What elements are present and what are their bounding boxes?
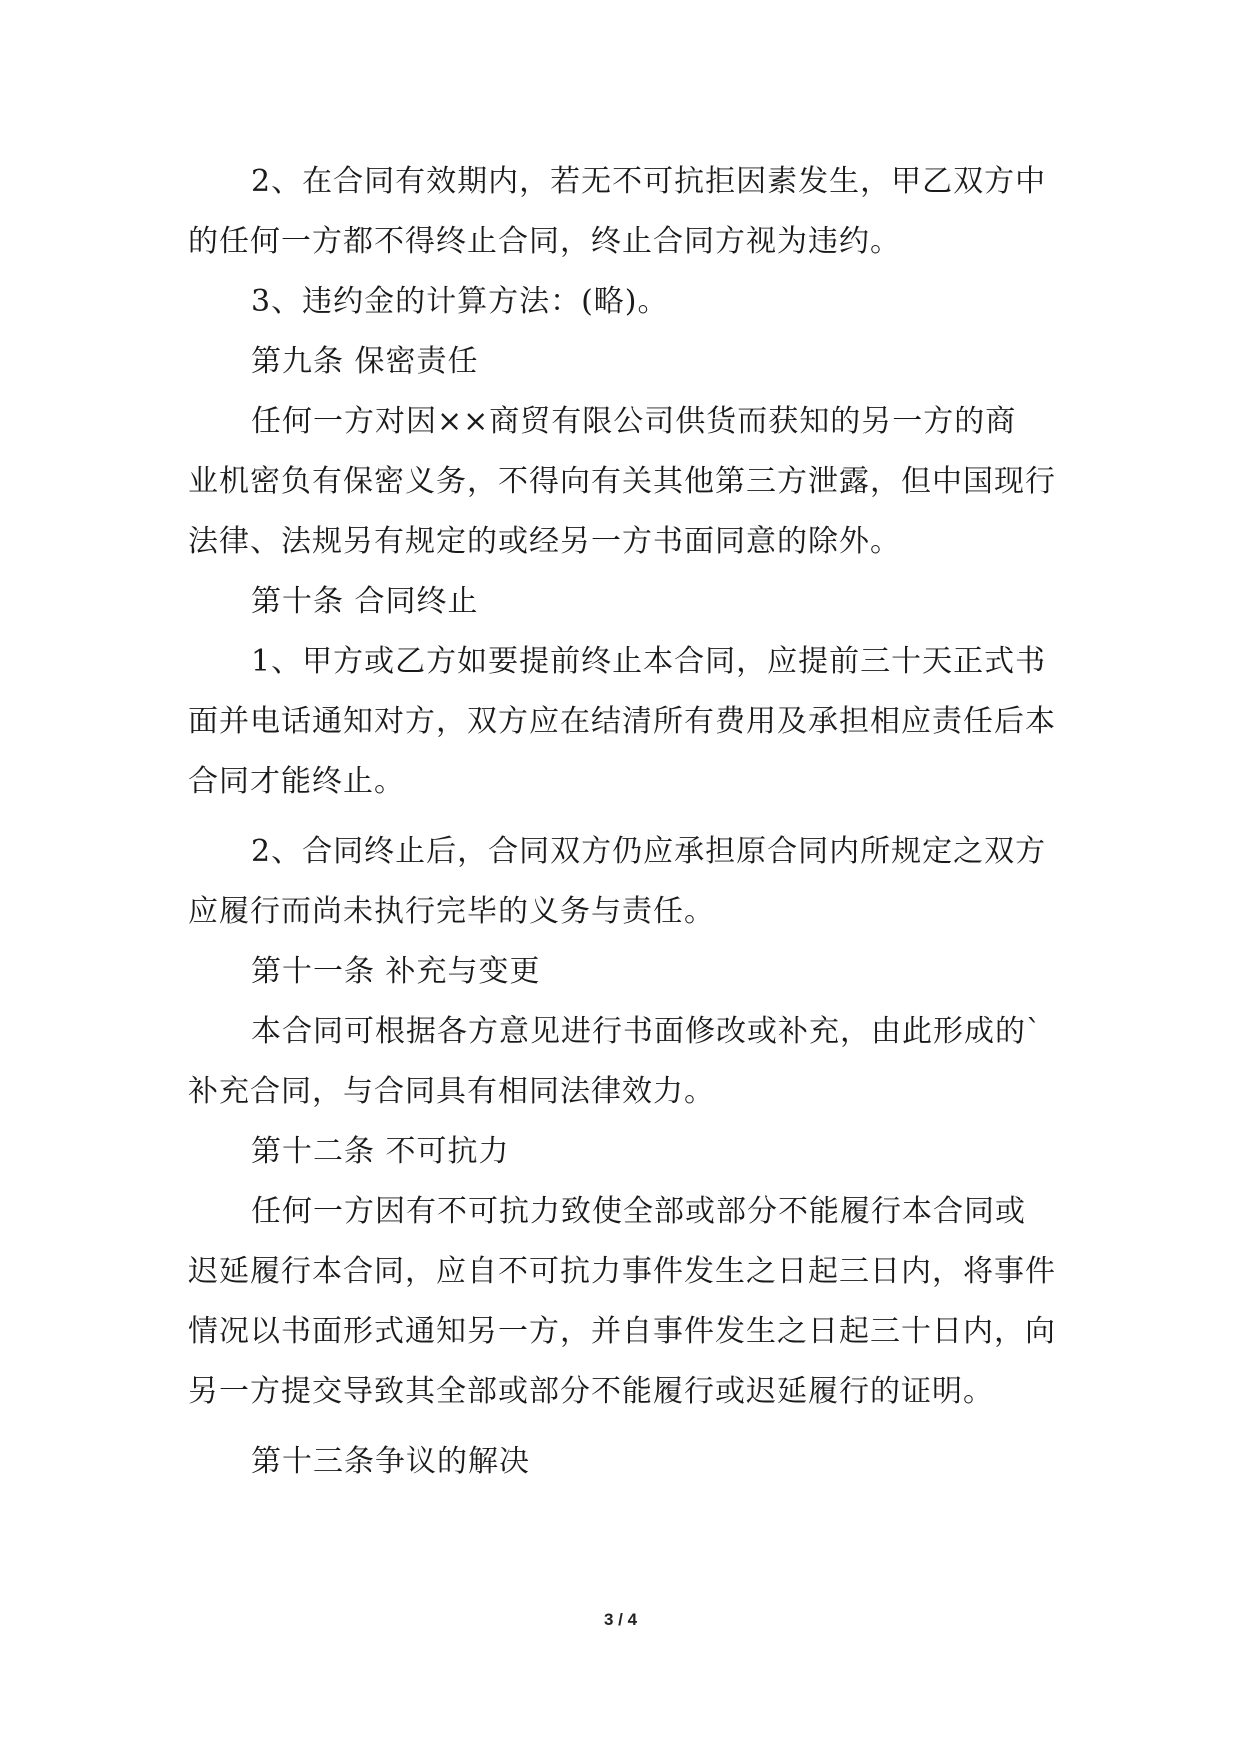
text-line: 合同才能终止。 [188,764,405,799]
text-line: 任何一方因有不可抗力致使全部或部分不能履行本合同或 [251,1194,1026,1229]
clause-8-item-3 [188,272,1058,332]
text-line: 2、在合同有效期内，若无不可抗拒因素发生，甲乙双方中 [251,164,1047,199]
section-heading: 第十一条 补充与变更 [251,954,541,989]
document-body [188,152,1058,1492]
page-number: 3 / 4 [603,1610,638,1629]
clause-12-body [188,1182,1058,1422]
clause-10-item-2 [188,822,1058,942]
clause-11-body [188,1002,1058,1122]
text-line: 法律、法规另有规定的或经另一方书面同意的除外。 [188,524,901,559]
text-line: 业机密负有保密义务，不得向有关其他第三方泄露，但中国现行 [188,464,1056,499]
text-line: 迟延履行本合同，应自不可抗力事件发生之日起三日内，将事件 [188,1254,1056,1289]
text-line: 3、违约金的计算方法：(略)。 [251,284,669,319]
text-line: 情况以书面形式通知另一方，并自事件发生之日起三十日内，向 [188,1314,1056,1349]
section-heading: 第九条 保密责任 [251,344,479,379]
clause-10-item-1 [188,632,1058,812]
text-line: 任何一方对因××商贸有限公司供货而获知的另一方的商 [251,404,1017,439]
clause-9-heading [188,332,1058,392]
clause-10-heading [188,572,1058,632]
text-line: 面并电话通知对方，双方应在结清所有费用及承担相应责任后本 [188,704,1056,739]
clause-9-body [188,392,1058,572]
section-heading: 第十条 合同终止 [251,584,479,619]
clause-8-item-2 [188,152,1058,272]
clause-12-heading [188,1122,1058,1182]
clause-13-heading [188,1432,1058,1492]
text-line: 的任何一方都不得终止合同，终止合同方视为违约。 [188,224,901,259]
text-line: 应履行而尚未执行完毕的义务与责任。 [188,894,715,929]
text-line: 本合同可根据各方意见进行书面修改或补充，由此形成的` [251,1014,1042,1049]
text-line: 另一方提交导致其全部或部分不能履行或迟延履行的证明。 [188,1374,994,1409]
clause-11-heading [188,942,1058,1002]
text-line: 2、合同终止后，合同双方仍应承担原合同内所规定之双方 [251,834,1047,869]
text-line: 补充合同，与合同具有相同法律效力。 [188,1074,715,1109]
section-heading: 第十二条 不可抗力 [251,1134,510,1169]
section-heading: 第十三条争议的解决 [251,1444,530,1479]
text-line: 1、甲方或乙方如要提前终止本合同，应提前三十天正式书 [251,644,1047,679]
